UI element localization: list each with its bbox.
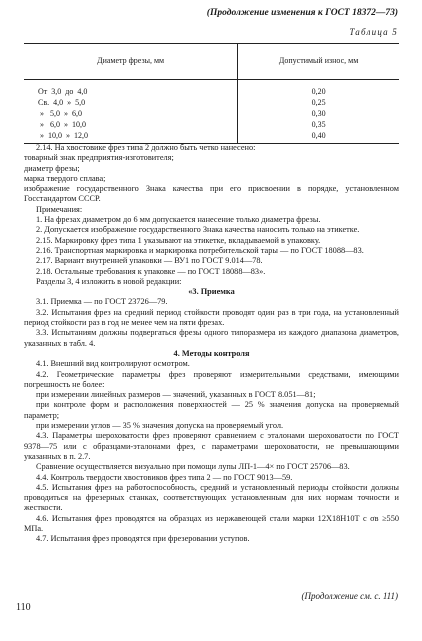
paragraph: 4.7. Испытания фрез проводятся при фрезеровании уступов. xyxy=(36,534,250,544)
wear-cell: 0,20 xyxy=(311,87,326,96)
diameter-cell: От 3,0 до 4,0 xyxy=(38,87,88,96)
section-heading-3: «3. Приемка xyxy=(188,287,235,297)
col-header-wear: Допустимый износ, мм xyxy=(238,44,399,80)
table-row xyxy=(24,130,399,144)
continuation-footer: (Продолжение см. с. 111) xyxy=(301,591,398,601)
paragraph: марка твердого сплава; xyxy=(24,173,106,183)
paragraph: 2.16. Транспортная маркировка и маркировка потребительской тары — по ГОСТ 18088—83. xyxy=(36,245,364,255)
paragraph: 3.2. Испытания фрез на средний период стойкости проводят один раз в три года, на установленный период стойкости раз в год не менее чем на пяти фрезах. xyxy=(24,307,399,328)
paragraph: 4.4. Контроль твердости хвостовиков фрез типа 2 — по ГОСТ 9013—59. xyxy=(36,472,293,482)
notes-heading: Примечания: xyxy=(36,204,83,214)
paragraph: товарный знак предприятия-изготовителя; xyxy=(24,153,174,163)
paragraph: 4.1. Внешний вид контролируют осмотром. xyxy=(36,359,190,369)
document-body xyxy=(24,143,399,545)
paragraph: 4.3. Параметры шероховатости фрез проверяют сравнением с эталонами шероховатости по ГОСТ 9378—75 или с образцами-эталонами фрез, с параметрами шероховатости, не превышающими указанных в п. 2.7. xyxy=(24,431,399,461)
paragraph: 2.17. Вариант внутренней упаковки — ВУ1 по ГОСТ 9.014—78. xyxy=(36,256,263,266)
table-row xyxy=(24,86,399,97)
paragraph: 2.14. На хвостовике фрез типа 2 должно быть четко нанесено: xyxy=(36,143,256,152)
paragraph: 4.2. Геометрические параметры фрез проверяют измерительными средствами, имеющими погрешность не более: xyxy=(24,369,399,389)
paragraph: 4.5. Испытания фрез на работоспособность, средний и установленный периоды стойкости должны проводиться на фрезерных станках, соответствующих установленным для них нормам точности и жесткости. xyxy=(24,482,399,513)
diameter-cell: » 10,0 » 12,0 xyxy=(38,131,88,140)
diameter-cell: Св. 4,0 » 5,0 xyxy=(38,98,86,107)
continuation-header: (Продолжение изменения к ГОСТ 18372—73) xyxy=(206,8,398,18)
paragraph: при измерении линейных размеров — значений, указанных в ГОСТ 8.051—81; xyxy=(36,390,316,400)
diameter-cell: » 5,0 » 6,0 xyxy=(38,109,82,118)
paragraph: 3.1. Приемка — по ГОСТ 23726—79. xyxy=(36,297,168,307)
paragraph: 4.6. Испытания фрез проводятся на образцах из нержавеющей стали марки 12Х18Н10Т с σв ≥550 МПа. xyxy=(24,513,399,533)
table-row xyxy=(24,108,399,119)
page-number: 110 xyxy=(16,602,31,613)
paragraph: 1. На фрезах диаметром до 6 мм допускается нанесение только диаметра фрезы. xyxy=(36,215,321,225)
wear-cell: 0,35 xyxy=(311,120,326,129)
col-header-diameter: Диаметр фрезы, мм xyxy=(24,44,238,80)
paragraph: 2.15. Маркировку фрез типа 1 указывают на этикетке, вкладываемой в упаковку. xyxy=(36,235,321,245)
table-5 xyxy=(24,43,399,144)
paragraph: при контроле форм и расположения поверхностей — 25 % значения допуска на проверяемый параметр; xyxy=(24,400,399,420)
table-row xyxy=(24,97,399,108)
wear-cell: 0,25 xyxy=(311,98,326,107)
wear-cell: 0,30 xyxy=(311,109,326,118)
diameter-cell: » 6,0 » 10,0 xyxy=(38,120,86,129)
wear-cell: 0,40 xyxy=(238,130,399,144)
paragraph: изображение государственного Знака качества при его присвоении в порядке, установленном Госстандартом СССР. xyxy=(24,184,399,204)
section-heading-4: 4. Методы контроля xyxy=(173,348,250,358)
paragraph: 2. Допускается изображение государственного Знака качества наносить только на этикетке. xyxy=(36,225,360,235)
paragraph: Разделы 3, 4 изложить в новой редакции: xyxy=(36,276,182,286)
paragraph: 2.18. Остальные требования к упаковке — по ГОСТ 18088—83». xyxy=(36,266,266,276)
paragraph: 3.3. Испытаниям должны подвергаться фрезы одного типоразмера из каждого диапазона диаметров, указанных в табл. 4. xyxy=(24,328,399,348)
paragraph: Сравнение осуществляется визуально при помощи лупы ЛП-1—4× по ГОСТ 25706—83. xyxy=(36,462,350,472)
table-label: Таблица 5 xyxy=(349,27,398,37)
paragraph: при измерении углов — 35 % значения допуска на проверяемый угол. xyxy=(36,421,284,431)
table-row xyxy=(24,119,399,130)
paragraph: диаметр фрезы; xyxy=(24,163,80,173)
